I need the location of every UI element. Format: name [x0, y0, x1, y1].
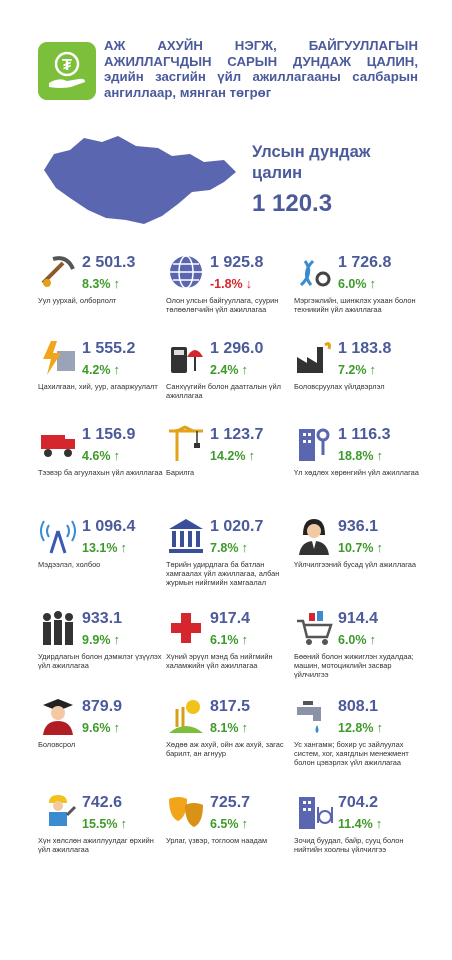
sector-change: [210, 632, 248, 647]
sector-change: [82, 276, 120, 291]
sector-card: [294, 600, 424, 695]
page-title: АЖ АХУЙН НЭГЖ, БАЙГУУЛЛАГЫН АЖИЛЛАГЧДЫН САРЫН ДУНДАЖ ЦАЛИН, эдийн засгийн үйл ажиллагааны салбарын ангиллаар, мянган төгрөг: [104, 38, 418, 100]
electricity-icon: [38, 338, 78, 378]
sector-label: Бөөний болон жижиглэн худалдаа; машин, мотоциклийн засвар үйлчилгээ: [294, 652, 414, 679]
calculator-umbrella-icon: [166, 338, 206, 378]
arrow-up-icon: ↑: [113, 276, 120, 291]
sector-card: [38, 600, 168, 695]
sector-value: 1 020.7: [210, 518, 264, 535]
sector-change-value: 8.3%: [82, 277, 111, 291]
theater-masks-icon: [166, 792, 206, 832]
sector-value: 879.9: [82, 698, 123, 715]
factory-icon: [294, 338, 334, 378]
sector-change: [82, 540, 127, 555]
arrow-up-icon: ↑: [113, 362, 120, 377]
sector-value: 808.1: [338, 698, 379, 715]
sector-change-value: 15.5%: [82, 817, 118, 831]
sector-change: [338, 540, 383, 555]
sector-label: Удирдлагын болон дэмжлэг үзүүлэх үйл ажиллагаа: [38, 652, 162, 670]
sector-value: 2 501.3: [82, 254, 136, 271]
sector-label: Мэргэжлийн, шинжлэх ухаан болон техникийн үйл ажиллагаа: [294, 296, 416, 314]
sector-change-value: 6.0%: [338, 633, 367, 647]
sector-change: [210, 276, 252, 291]
sector-label: Боловсрол: [38, 740, 76, 749]
sector-change: [82, 362, 120, 377]
government-building-icon: [166, 516, 206, 556]
sector-label: Тээвэр ба агуулахын үйл ажиллагаа: [38, 468, 163, 477]
national-average-value: 1 120.3: [252, 190, 333, 217]
sector-change-value: 4.6%: [82, 449, 111, 463]
sector-value: 1 296.0: [210, 340, 264, 357]
sector-value: 742.6: [82, 794, 123, 811]
sector-label: Үйлчилгээний бусад үйл ажиллагаа: [294, 560, 417, 569]
sector-label: Санхүүгийн болон даатгалын үйл ажиллагаа: [166, 382, 281, 400]
sector-value: 1 096.4: [82, 518, 136, 535]
sector-card: [38, 688, 168, 783]
sector-change: [210, 540, 248, 555]
sector-label: Боловсруулах үйлдвэрлэл: [294, 382, 385, 391]
sector-card: [166, 416, 296, 511]
medical-cross-icon: [166, 608, 206, 648]
building-key-icon: [294, 424, 334, 464]
sector-change-value: -1.8%: [210, 277, 243, 291]
sector-change-value: 12.8%: [338, 721, 374, 735]
sector-label: Үл хөдлөх хөрөнгийн үйл ажиллагаа: [294, 468, 419, 477]
arrow-up-icon: ↑: [120, 816, 127, 831]
svg-text:₮: ₮: [62, 57, 72, 74]
sector-change: [210, 720, 248, 735]
sector-value: 817.5: [210, 698, 251, 715]
people-group-icon: [38, 608, 78, 648]
sector-change-value: 18.8%: [338, 449, 374, 463]
sector-change: [210, 816, 248, 831]
sector-change: [338, 276, 376, 291]
arrow-up-icon: ↑: [376, 720, 383, 735]
mongolia-map-icon: [40, 132, 240, 232]
sector-change: [82, 632, 120, 647]
sector-value: 1 726.8: [338, 254, 392, 271]
sector-change: [338, 362, 376, 377]
sector-change: [338, 816, 382, 831]
sector-change-value: 11.4%: [338, 817, 373, 831]
service-woman-icon: [294, 516, 334, 556]
sector-card: [38, 330, 168, 425]
sector-change-value: 8.1%: [210, 721, 239, 735]
sector-value: 704.2: [338, 794, 379, 811]
sector-change-value: 10.7%: [338, 541, 374, 555]
graduate-icon: [38, 696, 78, 736]
dna-gear-icon: [294, 252, 334, 292]
sector-change: [338, 448, 383, 463]
sector-value: 1 116.3: [338, 426, 391, 443]
arrow-up-icon: ↑: [120, 540, 127, 555]
sector-label: Хүн хөлслөн ажиллуулдаг өрхийн үйл ажиллагаа: [38, 836, 154, 854]
sector-value: 1 156.9: [82, 426, 136, 443]
sector-card: [166, 330, 296, 425]
sector-value: 1 555.2: [82, 340, 136, 357]
arrow-up-icon: ↑: [241, 540, 248, 555]
sector-change-value: 6.0%: [338, 277, 367, 291]
sector-change: [210, 448, 255, 463]
sector-value: 914.4: [338, 610, 379, 627]
sector-change-value: 4.2%: [82, 363, 111, 377]
sector-card: [166, 600, 296, 695]
sector-value: 1 925.8: [210, 254, 264, 271]
truck-icon: [38, 424, 78, 464]
mining-pickaxe-icon: [38, 252, 78, 292]
sector-change-value: 2.4%: [210, 363, 239, 377]
sector-label: Төрийн удирдлага ба батлан хамгаалах үйл ажиллагаа, албан журмын нийгмийн хамгаалал: [166, 560, 280, 587]
sector-card: [294, 330, 424, 425]
sector-change-value: 7.2%: [338, 363, 367, 377]
sector-change: [338, 720, 383, 735]
sector-card: [294, 508, 424, 603]
crane-icon: [166, 424, 206, 464]
sector-label: Олон улсын байгууллага, суурин төлөөлөгчийн үйл ажиллагаа: [166, 296, 279, 314]
header: [38, 38, 418, 110]
sector-card: [294, 784, 424, 879]
sector-label: Мэдээлэл, холбоо: [38, 560, 101, 569]
sector-label: Барилга: [166, 468, 195, 477]
arrow-up-icon: ↑: [248, 448, 255, 463]
sector-change-value: 14.2%: [210, 449, 246, 463]
sector-change-value: 6.1%: [210, 633, 239, 647]
sector-card: [38, 508, 168, 603]
arrow-up-icon: ↑: [376, 540, 383, 555]
sector-label: Цахилгаан, хий, уур, агааржуулалт: [38, 382, 158, 391]
sector-card: [38, 784, 168, 879]
arrow-up-icon: ↑: [113, 448, 120, 463]
sector-card: [38, 244, 168, 339]
sector-change-value: 9.9%: [82, 633, 111, 647]
sector-change-value: 9.6%: [82, 721, 111, 735]
sector-change-value: 6.5%: [210, 817, 239, 831]
sector-change: [82, 448, 120, 463]
sector-card: [294, 416, 424, 511]
sector-value: 917.4: [210, 610, 251, 627]
arrow-up-icon: ↑: [113, 632, 120, 647]
wheat-field-icon: [166, 696, 206, 736]
sector-value: 936.1: [338, 518, 379, 535]
sector-change: [82, 816, 127, 831]
arrow-up-icon: ↑: [113, 720, 120, 735]
arrow-up-icon: ↑: [241, 720, 248, 735]
antenna-icon: [38, 516, 78, 556]
sector-card: [166, 508, 296, 603]
sector-value: 933.1: [82, 610, 123, 627]
sector-label: Зочид буудал, байр, сууц болон нийтийн хоолны үйлчилгээ: [294, 836, 404, 854]
sector-card: [166, 244, 296, 339]
worker-icon: [38, 792, 78, 832]
hotel-dining-icon: [294, 792, 334, 832]
arrow-up-icon: ↑: [369, 276, 376, 291]
shopping-cart-icon: [294, 608, 334, 648]
sector-card: [166, 784, 296, 879]
arrow-up-icon: ↑: [241, 816, 248, 831]
sector-label: Урлаг, үзвэр, тоглоом наадам: [166, 836, 268, 845]
sector-label: Хөдөө аж ахуй, ойн аж ахуй, загас барилт, ан агнуур: [166, 740, 284, 758]
sector-change: [338, 632, 376, 647]
arrow-up-icon: ↑: [241, 632, 248, 647]
sector-card: [294, 688, 424, 783]
sector-change: [210, 362, 248, 377]
sector-change-value: 7.8%: [210, 541, 239, 555]
sector-label: Уул уурхай, олборлолт: [38, 296, 117, 305]
sector-value: 1 183.8: [338, 340, 392, 357]
arrow-up-icon: ↑: [376, 448, 383, 463]
arrow-up-icon: ↑: [369, 362, 376, 377]
arrow-up-icon: ↑: [241, 362, 248, 377]
sector-value: 1 123.7: [210, 426, 264, 443]
arrow-down-icon: ↓: [245, 276, 253, 291]
sector-label: Ус хангамж; бохир ус зайлуулах систем, хог, хаягдлын менежмент болон цэвэрлэх үйл ажиллагаа: [294, 740, 409, 767]
sector-value: 725.7: [210, 794, 251, 811]
sector-card: [294, 244, 424, 339]
arrow-up-icon: ↑: [375, 816, 383, 831]
sector-card: [38, 416, 168, 511]
sector-change: [82, 720, 120, 735]
globe-icon: [166, 252, 206, 292]
sector-label: Хүний эрүүл мэнд ба нийгмийн халамжийн үйл ажиллагаа: [166, 652, 273, 670]
national-average: [40, 132, 420, 232]
arrow-up-icon: ↑: [369, 632, 376, 647]
sector-change-value: 13.1%: [82, 541, 118, 555]
water-tap-icon: [294, 696, 334, 736]
sector-card: [166, 688, 296, 783]
national-average-label: Улсын дундаж цалин: [252, 143, 371, 182]
tugrik-hand-icon: [38, 42, 96, 100]
